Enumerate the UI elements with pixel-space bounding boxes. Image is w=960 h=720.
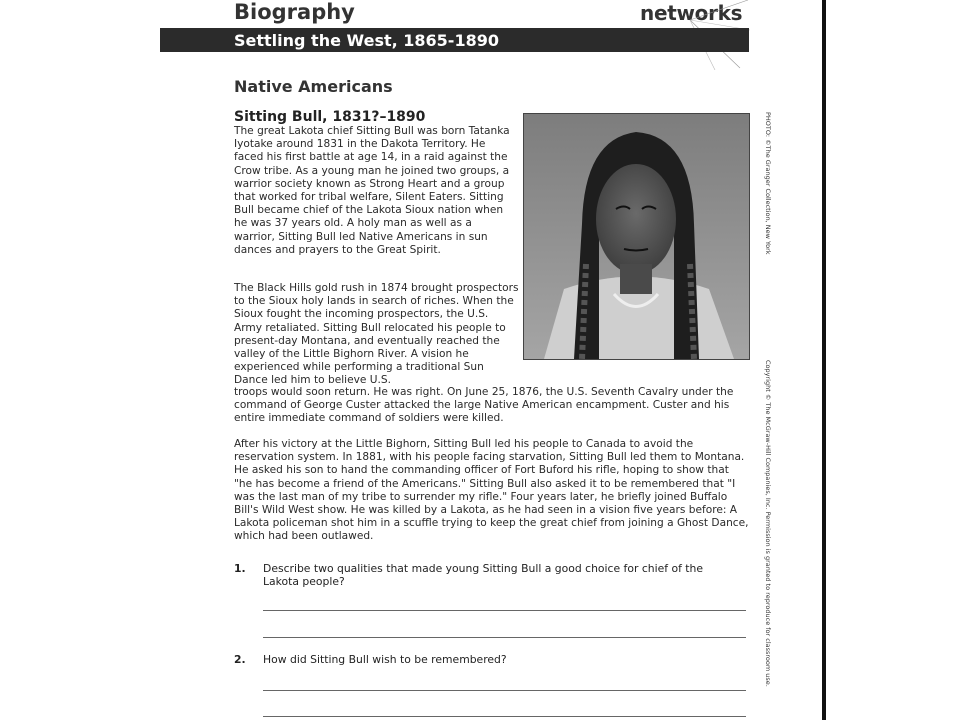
page-edge-rule	[822, 0, 826, 720]
brand-logo: networks	[640, 1, 743, 25]
unit-title: Settling the West, 1865-1890	[234, 31, 499, 50]
answer-line[interactable]	[263, 610, 746, 611]
photo-credit: PHOTO: ©The Granger Collection, New York	[764, 112, 772, 255]
copyright-notice: Copyright © The McGraw-Hill Companies, Inc. Permission is granted to reproduce for classroom use.	[764, 360, 772, 687]
answer-line[interactable]	[263, 637, 746, 638]
question-number: 1.	[234, 562, 246, 575]
portrait-illustration	[524, 114, 749, 359]
paragraph-little-bighorn: troops would soon return. He was right. On June 25, 1876, the U.S. Seventh Cavalry under the command of George Custer attacked the large Native American encampment. Custer and his entire immediate command of soldiers were killed.	[234, 386, 734, 425]
unit-band	[160, 28, 749, 52]
paragraph-later-life: After his victory at the Little Bighorn, Sitting Bull led his people to Canada to avoid the reservation system. In 1881, with his people facing starvation, Sitting Bull led them to Montana. He asked his son to hand the commanding officer of Fort Buford his rifle, hoping to show that "he has become a friend of the Americans." Sitting Bull also asked it to be remembered that "I was the last man of my tribe to surrender my rifle." Four years later, he briefly joined Buffalo Bill's Wild West show. He was killed by a Lakota, as he had seen in a vision five years before: A Lakota policeman shot him in a scuffle trying to keep the great chief from joining a Ghost Dance, which had been outlawed.	[234, 438, 749, 543]
answer-line[interactable]	[263, 690, 746, 691]
paragraph-gold-rush: The Black Hills gold rush in 1874 brought prospectors to the Sioux holy lands in search of riches. When the Sioux fought the incoming prospectors, the U.S. Army retaliated. Sitting Bull relocated his people to present-day Montana, and eventually reached the valley of the Little Bighorn River. A vision he experienced while performing a traditional Sun Dance led him to believe U.S.	[234, 282, 519, 387]
answer-line[interactable]	[263, 716, 746, 717]
paragraph-early-life: The great Lakota chief Sitting Bull was born Tatanka Iyotake around 1831 in the Dakota Territory. He faced his first battle at age 14, in a raid against the Crow tribe. As a young man he joined two groups, a warrior society known as Strong Heart and a group that worked for tribal welfare, Silent Eaters. Sitting Bull became chief of the Lakota Sioux nation when he was 37 years old. A holy man as well as a warrior, Sitting Bull led Native Americans in sun dances and prayers to the Great Spirit.	[234, 125, 510, 256]
question-number: 2.	[234, 653, 246, 666]
section-title: Native Americans	[234, 77, 393, 96]
question-text: How did Sitting Bull wish to be remembered?	[263, 653, 507, 666]
question-text: Describe two qualities that made young Sitting Bull a good choice for chief of the Lakota people?	[263, 562, 704, 589]
page-title: Biography	[234, 0, 355, 24]
portrait-photo	[523, 113, 750, 360]
biography-heading: Sitting Bull, 1831?–1890	[234, 109, 426, 125]
